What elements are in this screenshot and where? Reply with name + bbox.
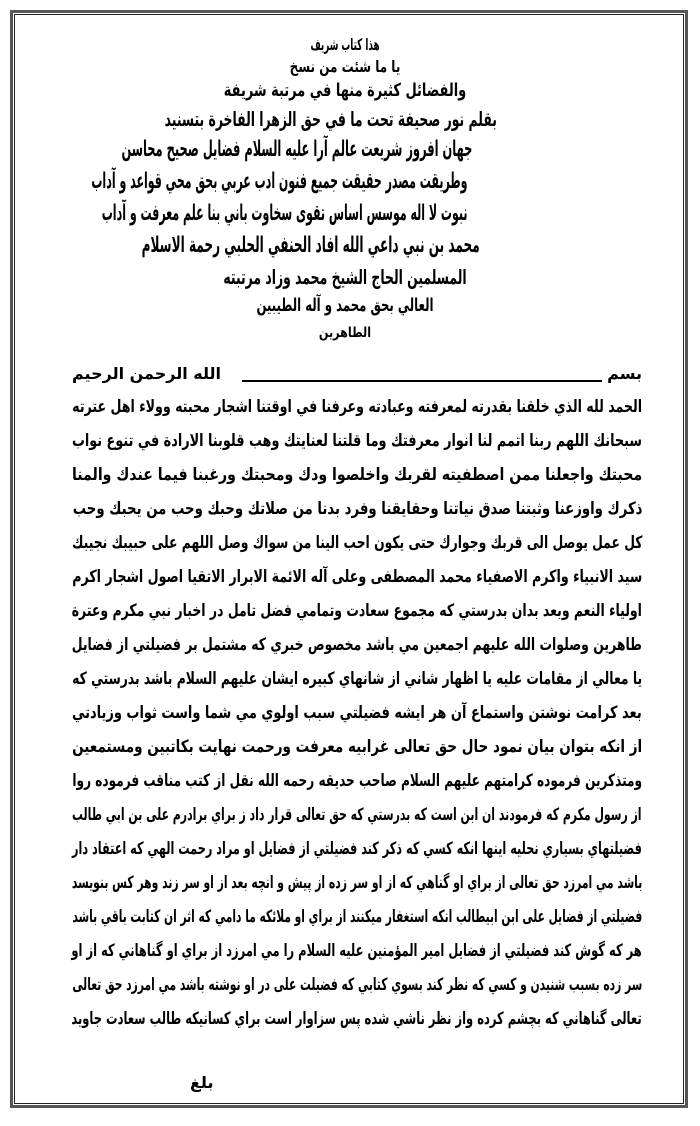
medallion-line: جهان افروز شريعت عالم آرا عليه السلام فضايل صحيح محاسن bbox=[121, 137, 473, 162]
text-line: باشد مي امرزد حق تعالى از براي او گناهي كه از او سر زده از پيش و انچه بعد از او سر زند وهر كس بنويسد bbox=[71, 873, 642, 893]
manuscript-body bbox=[72, 0, 642, 1100]
medallion-line: الطاهرين bbox=[318, 325, 372, 341]
text-line: از رسول مكرم كه فرمودند ان ابن است كه بدرستي كه حق تعالى قرار داد ز براي برادرم على بن ابي طالب bbox=[72, 805, 642, 825]
text-line: طاهرين وصلوات الله عليهم اجمعين مي باشد مخصوص خبري كه مشتمل بر فضيلتي از فضايل bbox=[71, 635, 642, 655]
medallion-line: والفضائل كثيرة منها في مرتبة شريفة bbox=[223, 80, 467, 101]
text-line: ذكرك واوزعنا وثبتنا صدق نياتنا وحقايقنا وفرد بدنا من صلاتك وحبك وحب من يحبك وحب bbox=[72, 499, 642, 519]
bismillah-end: الله الرحمن الرحيم bbox=[72, 364, 222, 383]
text-line: سبحانك اللهم ربنا اتمم لنا انوار معرفتك وما قلتنا لعنايتك وهب قلوبنا الارادة في تنوع نواب bbox=[71, 431, 642, 451]
medallion-line: هذا كتاب شريف bbox=[310, 35, 380, 54]
medallion-line: محمد بن نبي داعي الله افاد الحنفي الحلبي رحمة الاسلام bbox=[141, 233, 480, 258]
text-line: از انكه بتوان بيان نمود حال حق تعالى غرابيه معرفت ورحمت نهايت بكاتبين ومستمعين bbox=[71, 737, 642, 757]
medallion-line: المسلمين الحاج الشيخ محمد وزاد مرتبته bbox=[223, 265, 467, 289]
text-line: سيد الانبياء واكرم الاصفياء محمد المصطفى وعلى آله الائمة الابرار الاتقيا اصول اشجار اكرم bbox=[71, 567, 642, 587]
text-line: محبتك واجعلنا ممن اصطفيته لقربك واخلصوا ودك ومحبتك ورغبنا فيما عندك والمنا bbox=[71, 465, 642, 485]
signature-mark: بلغ bbox=[190, 1073, 214, 1092]
text-line: كل عمل يوصل الى قربك وجوارك حتى يكون احب الينا من سواك وصل اللهم على حبيبك نجيبك bbox=[71, 533, 642, 553]
text-line: الحمد لله الذي خلقنا بقدرته لمعرفته وعبادته وعرفنا في اوقتنا اشجار محبته وولاء اهل عترته bbox=[72, 397, 642, 417]
text-line: يا معالي از مقامات عليه يا اظهار شاني از شانهاي كبيره ايشان عليهم السلام باشد بدرستي كه bbox=[71, 669, 642, 689]
text-line: بعد كرامت نوشتن واستماع آن هر ايشه فضيلتي سبب اولوي مي شما واست ثواب وزيادتي bbox=[72, 703, 642, 723]
text-line: ومتذكرين فرموده كرامتهم عليهم السلام صاحب حديقه رحمه الله نقل از كتب مناقب فرموده روا bbox=[72, 771, 642, 791]
medallion-line: يا ما شئت من نسخ bbox=[289, 57, 401, 76]
medallion-line: نبوت لا اله موسس اساس تقوى سخاوت باني بنا علم معرفت و آداب bbox=[101, 201, 468, 226]
text-line: فضيلتهاي بسياري نحليه اينها انكه كسي كه ذكر كند فضيلتي از فضايل او مراد رحمت الهي كه اعتقاد دار bbox=[72, 839, 642, 859]
text-line: سر زده بسبب شنيدن و كسي كه نظر كند بسوي كتابي كه فضيلت على در او نوشته باشد مي امرزد حق تعالى bbox=[72, 975, 642, 995]
medallion-line: العالي بحق محمد و آله الطيبين bbox=[256, 295, 434, 316]
text-line: اولياء النعم وبعد بدان بدرستي كه مجموع سعادت وتمامي فضل تامل در اخبار نبي مكرم وعترة bbox=[71, 601, 642, 621]
text-line: تعالى گناهاني كه بچشم كرده واز نظر ناشي شده پس سزاوار است براي كسانيكه طالب سعادت جاويد bbox=[71, 1009, 642, 1029]
text-line: فضيلتي از فضايل على ابن ابيطالب انكه استغفار ميكنند از براي او ملائكه ما دامي كه اثر ان كتابت باقي باشد bbox=[72, 907, 642, 927]
bismillah-start: بسم bbox=[607, 364, 642, 383]
text-line: هر كه گوش كند فضيلتي از فضايل امير المؤمنين عليه السلام را مي امرزد از براي او گناهاني كه از او bbox=[71, 941, 642, 961]
medallion-line: بقلم نور صحيفة تحت ما في حق الزهرا الفاخرة بتسنيد bbox=[164, 107, 497, 131]
medallion-line: وطريقت مصدر حقيقت جميع فنون ادب عربي بحق محي قواعد و آداب bbox=[91, 169, 468, 194]
